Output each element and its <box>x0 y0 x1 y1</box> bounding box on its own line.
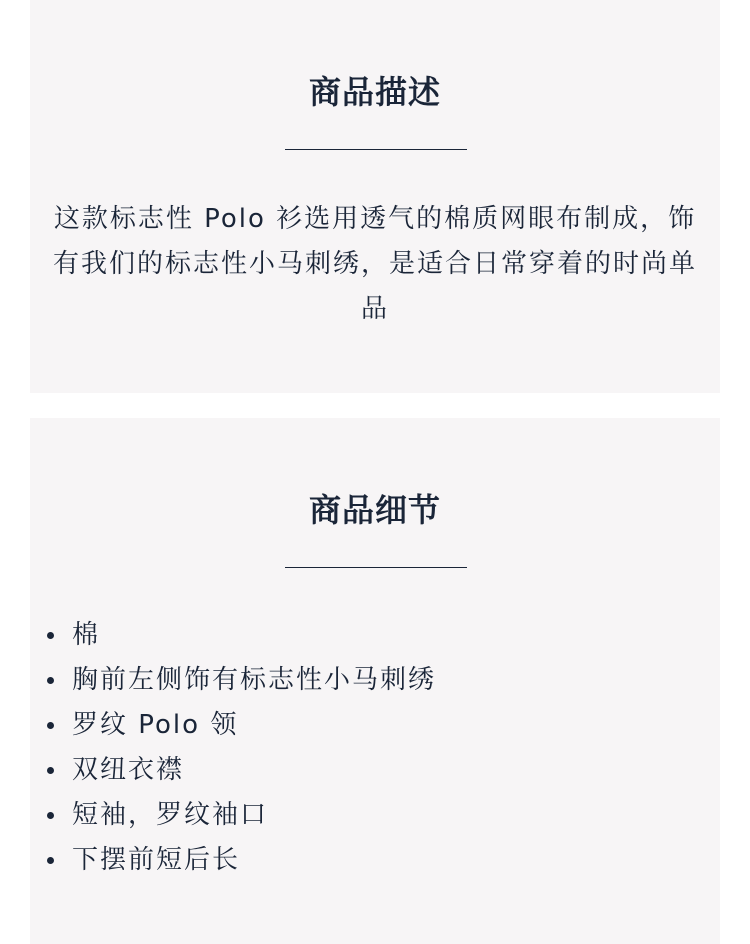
description-card <box>30 0 720 393</box>
details-title: 商品细节 <box>308 491 441 529</box>
details-list <box>42 613 436 883</box>
list-item-text: 胸前左侧饰有标志性小马刺绣 <box>72 665 437 695</box>
description-text: 这款标志性 Polo 衫选用透气的棉质网眼布制成，饰有我们的标志性小马刺绣，是适合日常穿着的时尚单品 <box>52 204 697 324</box>
description-title: 商品描述 <box>308 73 441 111</box>
description-divider <box>285 149 467 150</box>
bullet-icon <box>47 677 54 684</box>
bullet-icon <box>47 722 54 729</box>
list-item <box>42 748 436 793</box>
list-item-text: 短袖，罗纹袖口 <box>72 800 269 830</box>
list-item <box>42 793 436 838</box>
list-item <box>42 613 436 658</box>
bullet-icon <box>47 812 54 819</box>
bullet-icon <box>47 767 54 774</box>
list-item-text: 双纽衣襟 <box>72 755 185 785</box>
details-divider <box>285 567 467 568</box>
list-item <box>42 703 436 748</box>
list-item-text: 下摆前短后长 <box>72 845 241 875</box>
list-item-text: 棉 <box>72 620 101 650</box>
list-item-text: 罗纹 Polo 领 <box>72 710 239 740</box>
bullet-icon <box>47 632 54 639</box>
list-item <box>42 838 436 883</box>
list-item <box>42 658 436 703</box>
bullet-icon <box>47 857 54 864</box>
